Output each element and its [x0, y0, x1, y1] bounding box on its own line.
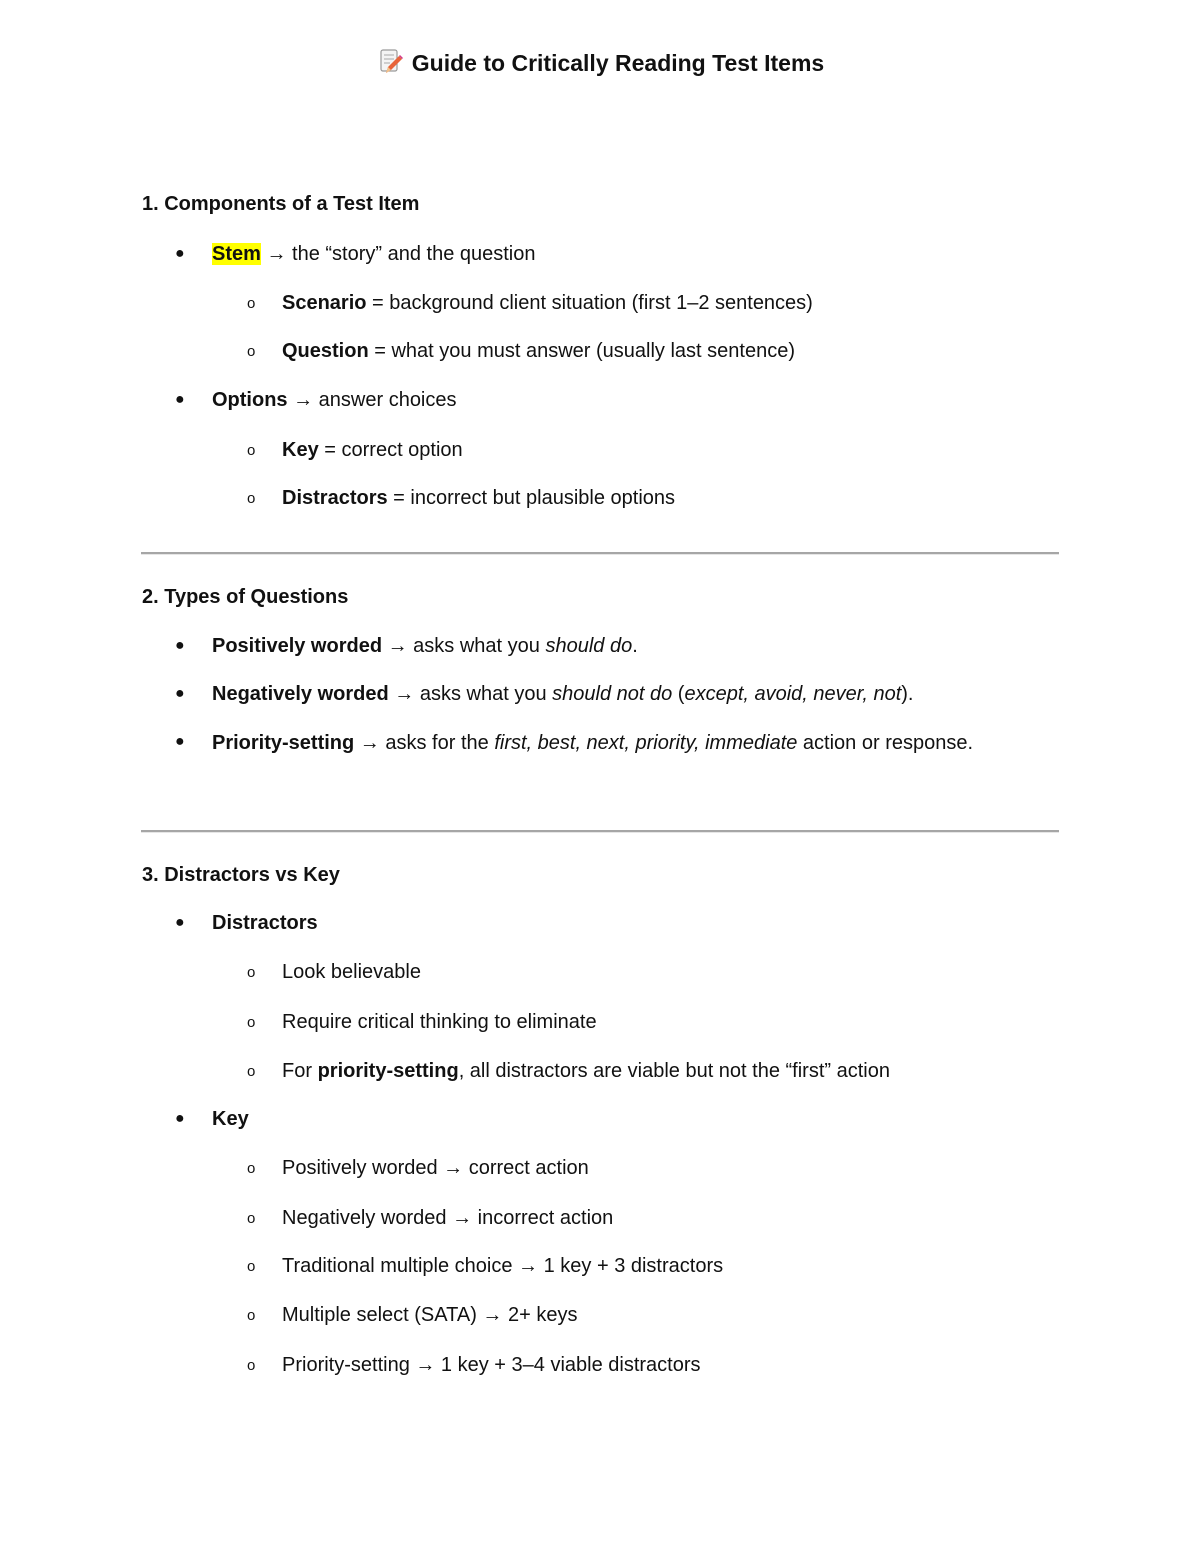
distractor-item: Look believable	[282, 961, 421, 983]
section-heading-types: 2. Types of Questions	[142, 586, 349, 608]
positive-text: → asks what you	[382, 635, 546, 657]
bullet-options	[175, 385, 457, 415]
sub-bullet-key-item	[247, 1350, 701, 1380]
sub-bullet-key-item	[247, 1153, 589, 1183]
bullet-distractors	[175, 908, 318, 938]
sub-bullet-marker: o	[247, 442, 256, 459]
sub-bullet-marker: o	[247, 295, 256, 312]
priority-text: → asks for the	[354, 732, 495, 754]
distractor-item: Require critical thinking to eliminate	[282, 1011, 597, 1033]
positive-emphasis: should do	[545, 635, 633, 657]
key-text: = correct option	[318, 439, 463, 461]
distractors-text: = incorrect but plausible options	[387, 487, 676, 509]
section-heading-distractors-vs-key: 3. Distractors vs Key	[142, 864, 340, 886]
key-item: Multiple select (SATA) → 2+ keys	[282, 1304, 578, 1326]
sub-bullet-marker: o	[247, 1063, 256, 1080]
horizontal-rule	[141, 552, 1059, 555]
sub-bullet-distractors	[247, 483, 676, 513]
negative-keywords: except, avoid, never, not	[684, 683, 902, 705]
sub-bullet-key-item	[247, 1203, 614, 1233]
negative-emphasis: should not do	[552, 683, 673, 705]
key-item: Priority-setting → 1 key + 3–4 viable distractors	[282, 1354, 701, 1376]
distractor-item-prefix: For	[282, 1060, 318, 1082]
bullet-key	[175, 1104, 249, 1134]
key-item: Negatively worded → incorrect action	[282, 1207, 614, 1229]
sub-bullet-look-believable	[247, 957, 421, 987]
bullet-marker: ●	[175, 637, 185, 654]
sub-bullet-marker: o	[247, 964, 256, 981]
distractor-item-suffix: , all distractors are viable but not the “first” action	[458, 1060, 890, 1082]
question-text: = what you must answer (usually last sentence)	[368, 340, 795, 362]
sub-bullet-marker: o	[247, 1210, 256, 1227]
bullet-marker: ●	[175, 245, 185, 262]
sub-bullet-marker: o	[247, 1014, 256, 1031]
sub-bullet-marker: o	[247, 490, 256, 507]
bullet-priority-setting	[175, 727, 1002, 760]
bullet-marker: ●	[175, 733, 185, 750]
bullet-marker: ●	[175, 391, 185, 408]
sub-bullet-key	[247, 435, 463, 465]
key-item: Traditional multiple choice → 1 key + 3 distractors	[282, 1255, 724, 1277]
sub-bullet-marker: o	[247, 1160, 256, 1177]
sub-bullet-priority-distractors	[247, 1056, 890, 1086]
bullet-stem	[175, 239, 536, 269]
positive-text-end: .	[632, 635, 638, 657]
stem-text: → the “story” and the question	[260, 243, 536, 265]
sub-bullet-question	[247, 336, 795, 366]
page-title	[0, 47, 1200, 79]
document-title: Guide to Critically Reading Test Items	[411, 50, 825, 76]
key-label: Key	[282, 439, 319, 461]
scenario-text: = background client situation (first 1–2 sentences)	[366, 292, 813, 314]
sub-bullet-critical-thinking	[247, 1007, 597, 1037]
options-label: Options	[212, 389, 288, 411]
negative-text-end: ).	[901, 683, 914, 705]
sub-bullet-scenario	[247, 288, 813, 318]
distractor-item-bold: priority-setting	[317, 1060, 459, 1082]
horizontal-rule	[141, 830, 1059, 833]
bullet-marker: ●	[175, 1110, 185, 1127]
sub-bullet-key-item	[247, 1251, 724, 1281]
negative-text: → asks what you	[388, 683, 553, 705]
sub-bullet-marker: o	[247, 1307, 256, 1324]
sub-bullet-marker: o	[247, 1258, 256, 1275]
section-heading-components: 1. Components of a Test Item	[142, 193, 420, 215]
sub-bullet-key-item	[247, 1300, 578, 1330]
positive-label: Positively worded	[212, 635, 383, 657]
distractors-heading: Distractors	[212, 912, 318, 934]
stem-label: Stem	[212, 243, 261, 265]
memo-pencil-icon	[376, 48, 404, 76]
sub-bullet-marker: o	[247, 343, 256, 360]
scenario-label: Scenario	[282, 292, 367, 314]
sub-bullet-marker: o	[247, 1357, 256, 1374]
bullet-marker: ●	[175, 914, 185, 931]
options-text: → answer choices	[287, 389, 457, 411]
key-item: Positively worded → correct action	[282, 1157, 589, 1179]
negative-label: Negatively worded	[212, 683, 389, 705]
priority-keywords: first, best, next, priority, immediate	[494, 732, 798, 754]
negative-text-paren: (	[672, 683, 685, 705]
priority-text-end: action or response.	[797, 732, 974, 754]
question-label: Question	[282, 340, 369, 362]
bullet-positively-worded	[175, 631, 638, 661]
distractors-label: Distractors	[282, 487, 388, 509]
key-heading: Key	[212, 1108, 249, 1130]
priority-label: Priority-setting	[212, 732, 355, 754]
bullet-marker: ●	[175, 685, 185, 702]
bullet-negatively-worded	[175, 679, 914, 709]
